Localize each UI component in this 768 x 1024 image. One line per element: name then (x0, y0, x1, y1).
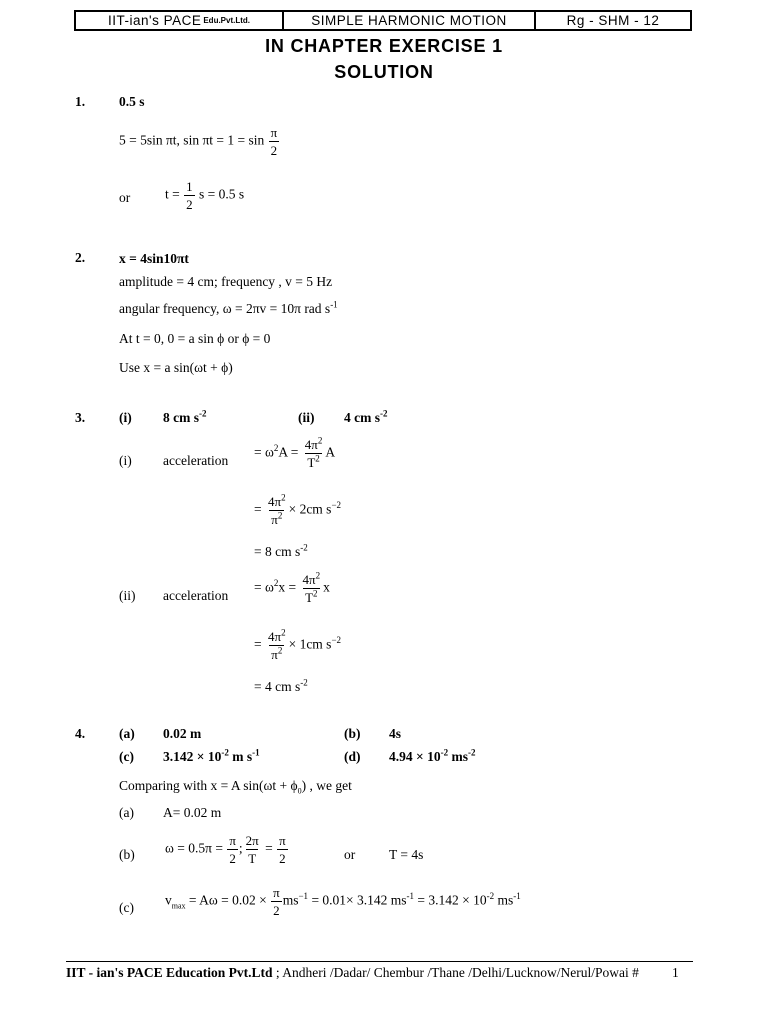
q3-part-i-label: (i) (119, 453, 132, 468)
q4-c-answer: $3.142 \times 10^{-2}$ m $s^{-1}$ (163, 747, 260, 764)
q3-part-ii-result: = 4 cm $s^{-2}$ (254, 677, 308, 694)
page-footer (66, 965, 639, 981)
q4-part-c-label: (c) (119, 900, 134, 915)
q1-equation-1: 5 = 5sin πt, sin πt = 1 = sin $\frac{\pi}{2}$ (119, 125, 278, 158)
page-number: 1 (672, 965, 679, 980)
q4-a-label: (a) (119, 726, 135, 741)
q3-part-ii-equation: = $\omega^2x$ = $\frac{4\pi^2}{T^2}$ x (254, 570, 330, 605)
q3-part-ii-substitution: = $\frac{4\pi^2}{\pi^2}$ × 1cm $s^{-2}$ (254, 627, 342, 662)
q2-line-2: angular frequency, ω = 2πv = 10π rad $s^{-1}$ (119, 299, 338, 316)
q3-number: 3. (75, 410, 86, 425)
footer-company: IIT - ian's PACE Education Pvt.Ltd (66, 965, 273, 980)
q3-part-ii-label: (ii) (119, 588, 136, 603)
header-chapter: SIMPLE HARMONIC MOTION (284, 12, 536, 29)
brand-suffix: Edu.Pvt.Ltd. (203, 16, 251, 25)
q4-part-a-text: A= 0.02 m (163, 805, 222, 820)
q2-number: 2. (75, 250, 86, 265)
q3-part-i-acceleration: acceleration (163, 453, 229, 468)
solution-title: SOLUTION (334, 62, 434, 82)
q1-or: or (119, 190, 131, 205)
q3-part-i-substitution: = $\frac{4\pi^2}{\pi^2}$ × 2cm $s^{-2}$ (254, 492, 342, 527)
q3-ii-answer: 4 cm $s^{-2}$ (344, 408, 388, 425)
q2-line-3: At t = 0, 0 = a sin ϕ or ϕ = 0 (119, 331, 271, 346)
q4-number: 4. (75, 726, 86, 741)
q3-i-label: (i) (119, 410, 132, 425)
q4-part-b-or: or (344, 847, 356, 862)
header-code: Rg - SHM - 12 (566, 13, 660, 28)
q1-number: 1. (75, 94, 86, 109)
exercise-title: IN CHAPTER EXERCISE 1 (265, 36, 503, 56)
q2-line-1: amplitude = 4 cm; frequency , v = 5 Hz (119, 274, 333, 289)
q4-b-answer: 4s (389, 726, 402, 741)
q4-compare-line: Comparing with x = A $\sin(\omega t + \phi_0)$ , we get (119, 778, 352, 796)
q4-d-label: (d) (344, 749, 361, 764)
q4-b-label: (b) (344, 726, 361, 741)
q3-part-i-equation: = $\omega^2A$ = $\frac{4\pi^2}{T^2}$ A (254, 435, 336, 470)
q1-equation-2: t = $\frac{1}{2}$ s = 0.5 s (165, 179, 245, 212)
q2-line-4: Use x = a sin(ωt + ϕ) (119, 360, 233, 375)
footer-divider (66, 961, 693, 962)
q3-part-ii-acceleration: acceleration (163, 588, 229, 603)
q2-answer: x = 4sin10πt (119, 251, 189, 266)
q1-answer: 0.5 s (119, 94, 145, 109)
q4-d-answer: $4.94 \times 10^{-2}$ $ms^{-2}$ (389, 747, 476, 764)
q4-part-a-label: (a) (119, 805, 134, 820)
footer-locations: ; Andheri /Dadar/ Chembur /Thane /Delhi/Lucknow/Nerul/Powai # (272, 965, 639, 980)
q3-i-answer: 8 cm $s^{-2}$ (163, 408, 207, 425)
brand-name: IIT-ian's PACE (107, 13, 202, 28)
q4-part-c-equation: $v_{max} = A\omega = 0.02$ × $\frac{\pi}{2}$ $ms^{-1} = 0.01\times 3.142$ $ms^{-1} = 3.142 \times 10^{-2}$ $ms^{-1}$ (165, 885, 521, 918)
q4-a-answer: 0.02 m (163, 726, 202, 741)
q4-part-b-period: T = 4s (389, 847, 424, 862)
q3-ii-label: (ii) (298, 410, 315, 425)
q4-c-label: (c) (119, 749, 134, 764)
q4-part-b-label: (b) (119, 847, 135, 862)
header-brand (76, 12, 284, 29)
q4-part-b-equation: ω = 0.5π = $\frac{\pi}{2}$ ; $\frac{2\pi}{T}$ = $\frac{\pi}{2}$ (165, 833, 286, 866)
page-header (74, 10, 692, 31)
q3-part-i-result: = 8 cm $s^{-2}$ (254, 542, 308, 559)
